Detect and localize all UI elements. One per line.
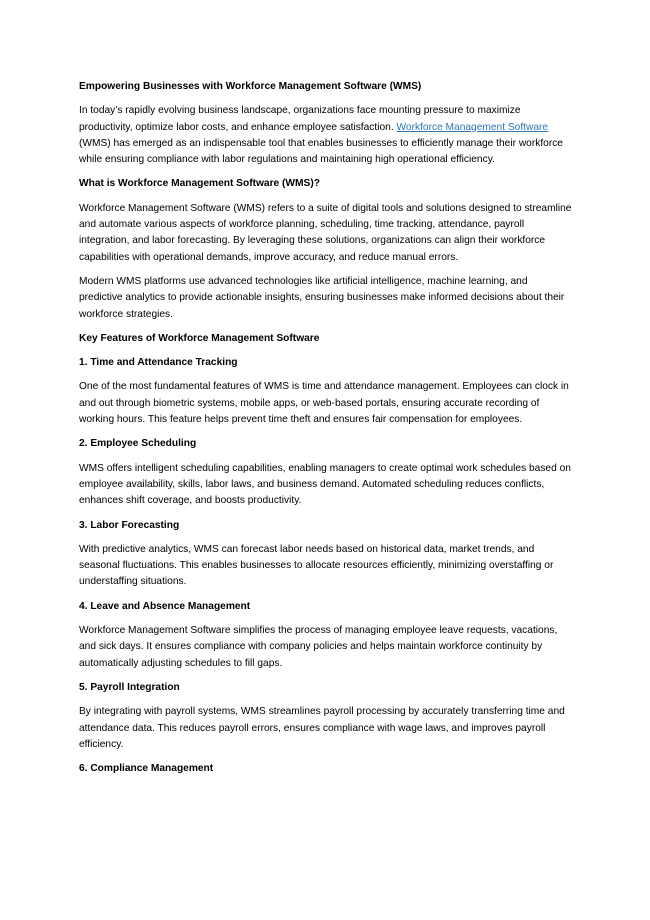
- intro-paragraph: [79, 103, 573, 168]
- feature-6-heading: 6. Compliance Management: [79, 763, 214, 775]
- feature-4-text: Workforce Management Software simplifies the process of managing employee leave requests, vacations, and sick days. It ensures compliance with company policies and helps maintain workforce continuity by automatically adjusting schedules to fill gaps.: [79, 625, 558, 669]
- intro-text-before-link: In today’s rapidly evolving business landscape, organizations face mounting pressure to maximize productivity, optimize labor costs, and enhance employee satisfaction.: [79, 105, 521, 133]
- feature-2-heading: 2. Employee Scheduling: [79, 438, 197, 450]
- feature-4-heading: 4. Leave and Absence Management: [79, 600, 251, 612]
- feature-5-heading: 5. Payroll Integration: [79, 681, 180, 693]
- intro-text-after-link: (WMS) has emerged as an indispensable tool that enables businesses to efficiently manage their workforce while ensuring compliance with labor regulations and maintaining high operational efficiency.: [79, 137, 563, 166]
- section-what-heading: What is Workforce Management Software (WMS)?: [79, 178, 320, 190]
- wms-link[interactable]: Workforce Management Software: [396, 121, 549, 133]
- section-what-paragraph-2: Modern WMS platforms use advanced technologies like artificial intelligence, machine learning, and predictive analytics to provide actionable insights, ensuring businesses make informed decisions about their workforce strategies.: [79, 275, 565, 320]
- document-page: [79, 79, 573, 785]
- document-title: Empowering Businesses with Workforce Management Software (WMS): [79, 81, 422, 92]
- feature-5-text: By integrating with payroll systems, WMS streamlines payroll processing by accurately transferring time and attendance data. This reduces payroll errors, ensures compliance with wage laws, and improves payroll efficiency.: [79, 706, 565, 750]
- feature-2-text: WMS offers intelligent scheduling capabilities, enabling managers to create optimal work schedules based on employee availability, skills, labor laws, and business demand. Automated scheduling reduces conflicts, enhances shift coverage, and boosts productivity.: [79, 462, 571, 507]
- feature-3-heading: 3. Labor Forecasting: [79, 519, 180, 531]
- feature-1-heading: 1. Time and Attendance Tracking: [79, 357, 238, 369]
- feature-1-text: One of the most fundamental features of WMS is time and attendance management. Employees can clock in and out through biometric systems, mobile apps, or web-based portals, ensuring accurate recording of working hours. This feature helps prevent time theft and ensures fair compensation for employees.: [79, 381, 569, 426]
- section-features-heading: Key Features of Workforce Management Software: [79, 332, 320, 344]
- section-what-paragraph-1: Workforce Management Software (WMS) refers to a suite of digital tools and solutions designed to streamline and automate various aspects of workforce planning, scheduling, time tracking, attendance, payroll integration, and labor forecasting. By leveraging these solutions, organizations can align their workforce capabilities with operational demands, improve accuracy, and reduce manual errors.: [79, 202, 572, 263]
- feature-3-text: With predictive analytics, WMS can forecast labor needs based on historical data, market trends, and seasonal fluctuations. This enables businesses to allocate resources efficiently, minimizing overstaffing or understaffing situations.: [79, 543, 554, 588]
